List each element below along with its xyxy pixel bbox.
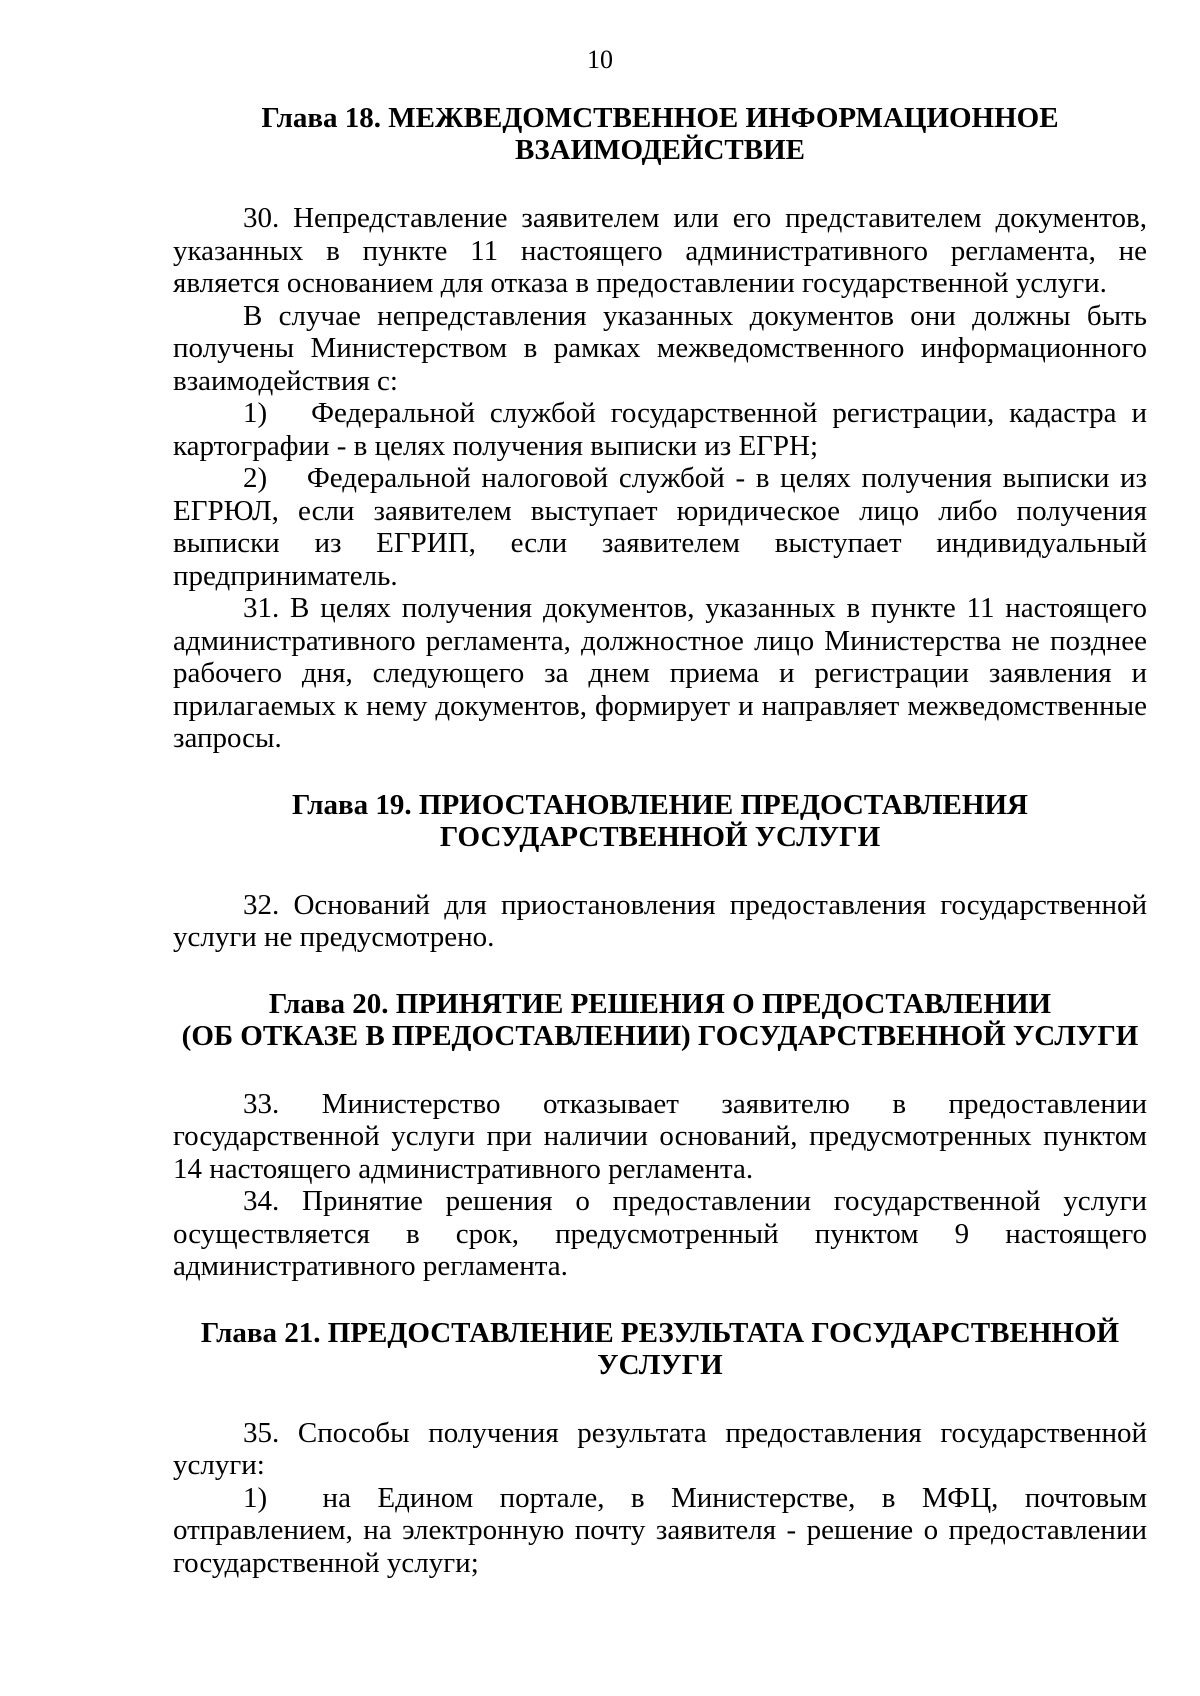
paragraph: 33. Министерство отказывает заявителю в предоставлении государственной услуги при наличии оснований, предусмотренных пунктом 14 настоящего административного регламента.: [173, 1087, 1147, 1185]
spacer: [173, 954, 1147, 988]
page-number: 10: [587, 45, 613, 74]
paragraph: 30. Непредставление заявителем или его представителем документов, указанных в пункте 11 настоящего административного регламента, не является основанием для отказа в предоставлении государственной услуги.: [173, 202, 1147, 299]
chapter-heading-line: ВЗАИМОДЕЙСТВИЕ: [514, 134, 805, 166]
list-item: 1) на Едином портале, в Министерстве, в МФЦ, почтовым отправлением, на электронную почту заявителя - решение о предоставлении государственной услуги;: [173, 1481, 1147, 1579]
document-body: [173, 102, 1147, 1579]
paragraph: 32. Оснований для приостановления предоставления государственной услуги не предусмотрено.: [173, 888, 1147, 953]
chapter-heading: [173, 102, 1147, 166]
chapter-heading: [173, 789, 1147, 853]
chapter-heading-line: Глава 20. ПРИНЯТИЕ РЕШЕНИЯ О ПРЕДОСТАВЛЕНИИ: [268, 987, 1052, 1020]
paragraph: 35. Способы получения результата предоставления государственной услуги:: [173, 1416, 1147, 1481]
spacer: [173, 1381, 1147, 1417]
chapter-heading: [173, 988, 1147, 1052]
list-item: 2) Федеральной налоговой службой - в целях получения выписки из ЕГРЮЛ, если заявителем выступает юридическое лицо либо получения выписки из ЕГРИП, если заявителем выступает индивидуальный предприниматель.: [173, 462, 1147, 592]
paragraph: 34. Принятие решения о предоставлении государственной услуги осуществляется в срок, предусмотренный пунктом 9 настоящего административного регламента.: [173, 1185, 1147, 1282]
chapter-heading-line: УСЛУГИ: [597, 1348, 723, 1381]
spacer: [173, 755, 1147, 789]
paragraph: В случае непредставления указанных документов они должны быть получены Министерством в рамках межведомственного информационного взаимодействия с:: [173, 299, 1147, 397]
list-item: 1) Федеральной службой государственной регистрации, кадастра и картографии - в целях получения выписки из ЕГРН;: [173, 397, 1147, 462]
chapter-heading-line: Глава 19. ПРИОСТАНОВЛЕНИЕ ПРЕДОСТАВЛЕНИЯ: [292, 788, 1028, 821]
spacer: [173, 166, 1147, 202]
chapter-heading: [173, 1317, 1147, 1381]
spacer: [173, 1283, 1147, 1317]
spacer: [173, 853, 1147, 889]
chapter-heading-line: ГОСУДАРСТВЕННОЙ УСЛУГИ: [439, 820, 881, 853]
chapter-heading-line: Глава 18. МЕЖВЕДОМСТВЕННОЕ ИНФОРМАЦИОННОЕ: [261, 102, 1059, 134]
spacer: [173, 1052, 1147, 1088]
paragraph: 31. В целях получения документов, указанных в пункте 11 настоящего административного регламента, должностное лицо Министерства не позднее рабочего дня, следующего за днем приема и регистрации заявления и прилагаемых к нему документов, формирует и направляет межведомственные запросы.: [173, 592, 1147, 754]
chapter-heading-line: Глава 21. ПРЕДОСТАВЛЕНИЕ РЕЗУЛЬТАТА ГОСУДАРСТВЕННОЙ: [200, 1316, 1120, 1349]
chapter-heading-line: (ОБ ОТКАЗЕ В ПРЕДОСТАВЛЕНИИ) ГОСУДАРСТВЕННОЙ УСЛУГИ: [181, 1019, 1139, 1052]
